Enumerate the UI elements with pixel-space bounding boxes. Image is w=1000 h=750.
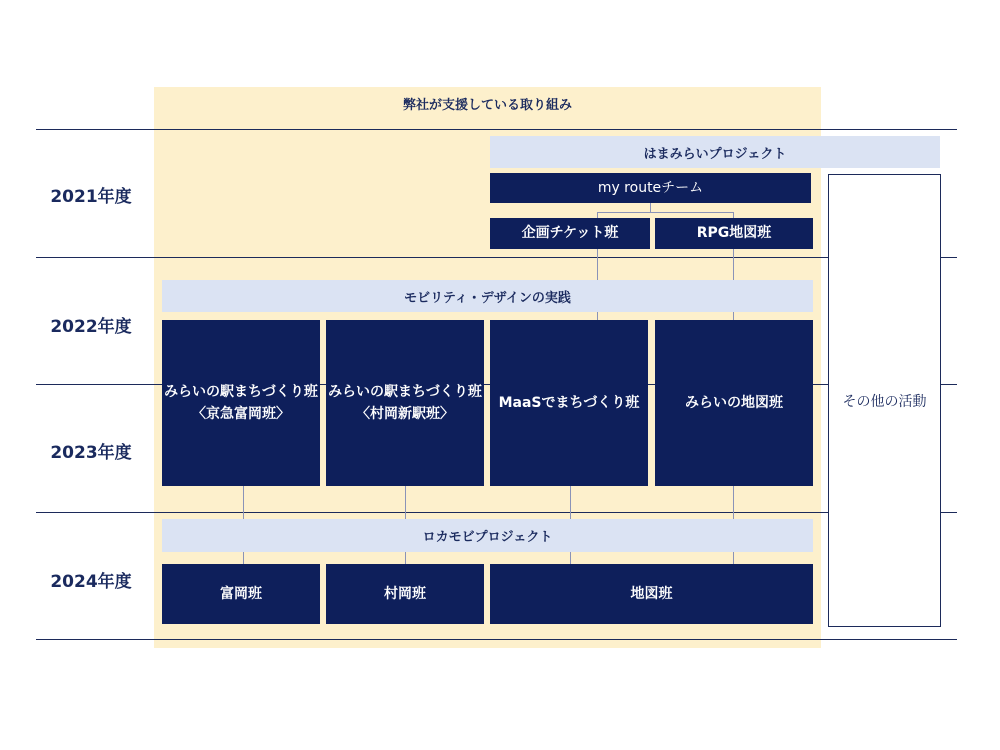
group-box-line1: MaaSでまちづくり班 [498,394,640,411]
year-label-2022: 2022年度 [50,317,132,337]
group-box-mirai-station-tomioka [162,320,320,486]
hamamirai-project-header: はまみらいプロジェクト [490,136,940,168]
group-box-line2: 〈京急富岡班〉 [191,406,290,422]
support-panel-title: 弊社が支援している取り組み [402,98,572,113]
year-label-2023: 2023年度 [50,443,132,463]
year-label-2021: 2021年度 [50,187,132,207]
locamobi-project-header: ロカモビプロジェクト [162,519,813,552]
group-box-muraoka: 村岡班 [326,564,484,624]
group-box-tomioka: 富岡班 [162,564,320,624]
row-divider [36,512,957,513]
connector-line [650,203,651,213]
my-route-team-box: my routeチーム [490,173,811,203]
group-box-mirai-map [655,320,813,486]
row-divider [36,129,957,130]
group-box-kikaku-ticket: 企画チケット班 [490,218,650,249]
group-box-rpg-map: RPG地図班 [655,218,813,249]
group-box-mirai-station-muraoka [326,320,484,486]
mobility-design-header: モビリティ・デザインの実践 [162,280,813,312]
connector-line [597,212,733,213]
year-label-2024: 2024年度 [50,572,132,592]
row-divider [36,257,957,258]
group-box-line2: 〈村岡新駅班〉 [355,406,454,422]
group-box-line1: みらいの駅まちづくり班 [164,383,318,400]
group-box-maas [490,320,648,486]
other-activities-box: その他の活動 [828,174,941,627]
group-box-line1: みらいの駅まちづくり班 [328,383,482,400]
group-box-line1: みらいの地図班 [685,394,783,411]
group-box-map: 地図班 [490,564,813,624]
row-divider [36,639,957,640]
